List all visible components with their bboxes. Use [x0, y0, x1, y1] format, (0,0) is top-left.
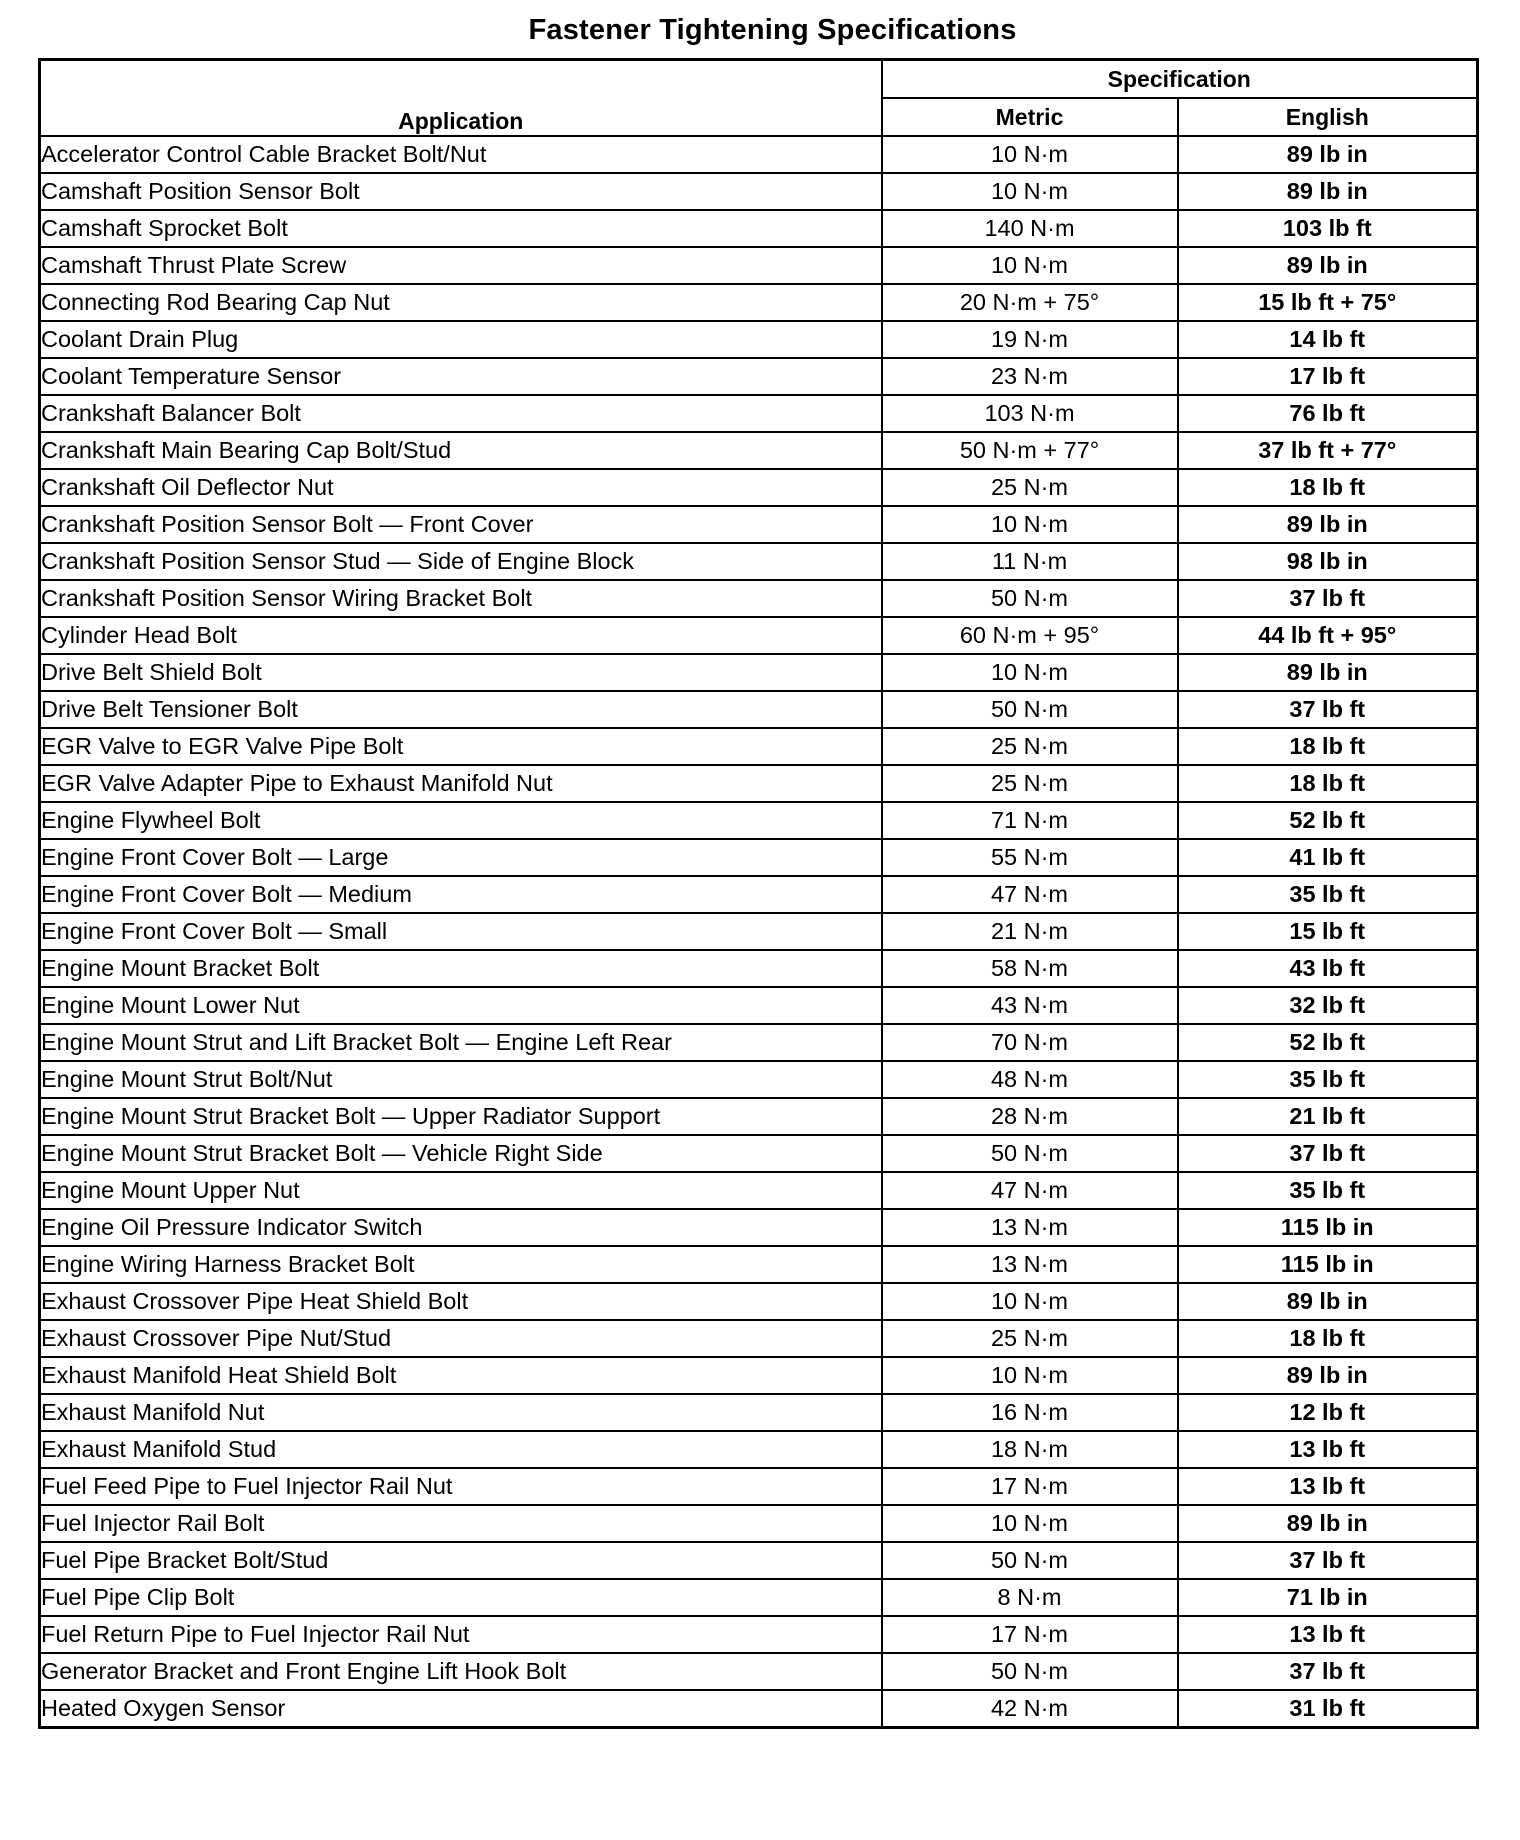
- metric-cell: 48 N·m: [882, 1061, 1178, 1098]
- english-cell: 41 lb ft: [1178, 839, 1478, 876]
- english-cell: 18 lb ft: [1178, 1320, 1478, 1357]
- application-header: Application: [40, 60, 882, 137]
- english-cell: 17 lb ft: [1178, 358, 1478, 395]
- table-row: [40, 1098, 1478, 1135]
- application-cell: Exhaust Manifold Stud: [40, 1431, 882, 1468]
- table-row: [40, 1061, 1478, 1098]
- table-row: [40, 543, 1478, 580]
- metric-cell: 19 N·m: [882, 321, 1178, 358]
- table-row: [40, 1172, 1478, 1209]
- application-cell: Fuel Return Pipe to Fuel Injector Rail Nut: [40, 1616, 882, 1653]
- page-title: Fastener Tightening Specifications: [528, 14, 1017, 46]
- metric-header: Metric: [882, 98, 1178, 136]
- metric-cell: 28 N·m: [882, 1098, 1178, 1135]
- metric-cell: 10 N·m: [882, 1283, 1178, 1320]
- application-cell: Connecting Rod Bearing Cap Nut: [40, 284, 882, 321]
- application-cell: Exhaust Manifold Heat Shield Bolt: [40, 1357, 882, 1394]
- application-cell: Fuel Injector Rail Bolt: [40, 1505, 882, 1542]
- metric-cell: 17 N·m: [882, 1468, 1178, 1505]
- metric-cell: 23 N·m: [882, 358, 1178, 395]
- english-cell: 76 lb ft: [1178, 395, 1478, 432]
- metric-cell: 60 N·m + 95°: [882, 617, 1178, 654]
- application-cell: Generator Bracket and Front Engine Lift Hook Bolt: [40, 1653, 882, 1690]
- application-cell: Exhaust Crossover Pipe Heat Shield Bolt: [40, 1283, 882, 1320]
- application-cell: Heated Oxygen Sensor: [40, 1690, 882, 1728]
- table-row: [40, 802, 1478, 839]
- metric-cell: 17 N·m: [882, 1616, 1178, 1653]
- table-row: [40, 173, 1478, 210]
- specification-header: Specification: [882, 60, 1478, 99]
- english-cell: 14 lb ft: [1178, 321, 1478, 358]
- english-cell: 37 lb ft: [1178, 1135, 1478, 1172]
- table-row: [40, 913, 1478, 950]
- metric-cell: 20 N·m + 75°: [882, 284, 1178, 321]
- english-cell: 37 lb ft: [1178, 1542, 1478, 1579]
- application-cell: Coolant Temperature Sensor: [40, 358, 882, 395]
- table-row: [40, 580, 1478, 617]
- english-cell: 13 lb ft: [1178, 1616, 1478, 1653]
- application-cell: Engine Front Cover Bolt — Medium: [40, 876, 882, 913]
- metric-cell: 47 N·m: [882, 876, 1178, 913]
- metric-cell: 25 N·m: [882, 765, 1178, 802]
- english-cell: 32 lb ft: [1178, 987, 1478, 1024]
- application-cell: Fuel Feed Pipe to Fuel Injector Rail Nut: [40, 1468, 882, 1505]
- table-row: [40, 247, 1478, 284]
- table-row: [40, 1468, 1478, 1505]
- english-cell: 43 lb ft: [1178, 950, 1478, 987]
- english-cell: 89 lb in: [1178, 1283, 1478, 1320]
- application-cell: Engine Flywheel Bolt: [40, 802, 882, 839]
- metric-cell: 50 N·m: [882, 1653, 1178, 1690]
- english-cell: 37 lb ft: [1178, 691, 1478, 728]
- table-row: [40, 1394, 1478, 1431]
- metric-cell: 8 N·m: [882, 1579, 1178, 1616]
- table-row: [40, 1616, 1478, 1653]
- application-cell: Exhaust Crossover Pipe Nut/Stud: [40, 1320, 882, 1357]
- application-cell: Crankshaft Main Bearing Cap Bolt/Stud: [40, 432, 882, 469]
- english-cell: 18 lb ft: [1178, 765, 1478, 802]
- table-row: [40, 1357, 1478, 1394]
- metric-cell: 16 N·m: [882, 1394, 1178, 1431]
- metric-cell: 13 N·m: [882, 1209, 1178, 1246]
- english-cell: 89 lb in: [1178, 1357, 1478, 1394]
- table-row: [40, 1283, 1478, 1320]
- application-cell: Crankshaft Position Sensor Wiring Bracket Bolt: [40, 580, 882, 617]
- english-cell: 37 lb ft: [1178, 1653, 1478, 1690]
- metric-cell: 18 N·m: [882, 1431, 1178, 1468]
- application-cell: Camshaft Sprocket Bolt: [40, 210, 882, 247]
- english-cell: 31 lb ft: [1178, 1690, 1478, 1728]
- application-cell: Cylinder Head Bolt: [40, 617, 882, 654]
- table-row: [40, 1653, 1478, 1690]
- table-row: [40, 617, 1478, 654]
- spec-table: [38, 58, 1479, 1729]
- table-row: [40, 839, 1478, 876]
- metric-cell: 50 N·m: [882, 580, 1178, 617]
- application-cell: Camshaft Position Sensor Bolt: [40, 173, 882, 210]
- application-cell: Exhaust Manifold Nut: [40, 1394, 882, 1431]
- english-cell: 21 lb ft: [1178, 1098, 1478, 1135]
- table-row: [40, 284, 1478, 321]
- english-cell: 115 lb in: [1178, 1246, 1478, 1283]
- metric-cell: 50 N·m: [882, 691, 1178, 728]
- metric-cell: 25 N·m: [882, 469, 1178, 506]
- metric-cell: 140 N·m: [882, 210, 1178, 247]
- table-row: [40, 321, 1478, 358]
- english-cell: 89 lb in: [1178, 506, 1478, 543]
- english-cell: 18 lb ft: [1178, 469, 1478, 506]
- application-cell: Fuel Pipe Clip Bolt: [40, 1579, 882, 1616]
- english-cell: 71 lb in: [1178, 1579, 1478, 1616]
- table-row: [40, 395, 1478, 432]
- metric-cell: 42 N·m: [882, 1690, 1178, 1728]
- metric-cell: 71 N·m: [882, 802, 1178, 839]
- table-row: [40, 1690, 1478, 1728]
- metric-cell: 55 N·m: [882, 839, 1178, 876]
- metric-cell: 10 N·m: [882, 173, 1178, 210]
- application-cell: EGR Valve Adapter Pipe to Exhaust Manifold Nut: [40, 765, 882, 802]
- application-cell: Camshaft Thrust Plate Screw: [40, 247, 882, 284]
- english-cell: 103 lb ft: [1178, 210, 1478, 247]
- table-row: [40, 987, 1478, 1024]
- metric-cell: 10 N·m: [882, 1357, 1178, 1394]
- english-cell: 35 lb ft: [1178, 1172, 1478, 1209]
- metric-cell: 50 N·m + 77°: [882, 432, 1178, 469]
- application-cell: Engine Mount Strut Bracket Bolt — Vehicle Right Side: [40, 1135, 882, 1172]
- table-body: [40, 136, 1478, 1728]
- table-row: [40, 432, 1478, 469]
- english-cell: 18 lb ft: [1178, 728, 1478, 765]
- table-row: [40, 728, 1478, 765]
- table-row: [40, 950, 1478, 987]
- table-row: [40, 358, 1478, 395]
- table-row: [40, 1542, 1478, 1579]
- table-row: [40, 1135, 1478, 1172]
- english-cell: 89 lb in: [1178, 173, 1478, 210]
- table-row: [40, 1505, 1478, 1542]
- english-cell: 44 lb ft + 95°: [1178, 617, 1478, 654]
- application-cell: Engine Front Cover Bolt — Large: [40, 839, 882, 876]
- english-cell: 115 lb in: [1178, 1209, 1478, 1246]
- metric-cell: 10 N·m: [882, 654, 1178, 691]
- table-row: [40, 654, 1478, 691]
- metric-cell: 50 N·m: [882, 1542, 1178, 1579]
- application-cell: Accelerator Control Cable Bracket Bolt/Nut: [40, 136, 882, 173]
- metric-cell: 10 N·m: [882, 506, 1178, 543]
- english-cell: 35 lb ft: [1178, 1061, 1478, 1098]
- metric-cell: 10 N·m: [882, 247, 1178, 284]
- metric-cell: 25 N·m: [882, 1320, 1178, 1357]
- english-cell: 15 lb ft + 75°: [1178, 284, 1478, 321]
- application-cell: Coolant Drain Plug: [40, 321, 882, 358]
- table-row: [40, 1320, 1478, 1357]
- english-header: English: [1178, 98, 1478, 136]
- english-cell: 89 lb in: [1178, 247, 1478, 284]
- table-row: [40, 136, 1478, 173]
- metric-cell: 11 N·m: [882, 543, 1178, 580]
- metric-cell: 21 N·m: [882, 913, 1178, 950]
- metric-cell: 58 N·m: [882, 950, 1178, 987]
- metric-cell: 47 N·m: [882, 1172, 1178, 1209]
- table-row: [40, 876, 1478, 913]
- english-cell: 35 lb ft: [1178, 876, 1478, 913]
- application-cell: Crankshaft Position Sensor Bolt — Front Cover: [40, 506, 882, 543]
- metric-cell: 103 N·m: [882, 395, 1178, 432]
- metric-cell: 10 N·m: [882, 136, 1178, 173]
- application-cell: Crankshaft Oil Deflector Nut: [40, 469, 882, 506]
- table-row: [40, 765, 1478, 802]
- table-row: [40, 210, 1478, 247]
- english-cell: 89 lb in: [1178, 136, 1478, 173]
- english-cell: 89 lb in: [1178, 1505, 1478, 1542]
- application-cell: Drive Belt Tensioner Bolt: [40, 691, 882, 728]
- application-cell: Drive Belt Shield Bolt: [40, 654, 882, 691]
- english-cell: 37 lb ft + 77°: [1178, 432, 1478, 469]
- english-cell: 98 lb in: [1178, 543, 1478, 580]
- application-cell: EGR Valve to EGR Valve Pipe Bolt: [40, 728, 882, 765]
- metric-cell: 13 N·m: [882, 1246, 1178, 1283]
- metric-cell: 50 N·m: [882, 1135, 1178, 1172]
- application-cell: Engine Oil Pressure Indicator Switch: [40, 1209, 882, 1246]
- english-cell: 13 lb ft: [1178, 1431, 1478, 1468]
- application-cell: Engine Mount Strut Bracket Bolt — Upper Radiator Support: [40, 1098, 882, 1135]
- table-row: [40, 691, 1478, 728]
- english-cell: 52 lb ft: [1178, 802, 1478, 839]
- english-cell: 15 lb ft: [1178, 913, 1478, 950]
- application-cell: Crankshaft Position Sensor Stud — Side of Engine Block: [40, 543, 882, 580]
- metric-cell: 70 N·m: [882, 1024, 1178, 1061]
- table-row: [40, 1246, 1478, 1283]
- application-cell: Engine Mount Strut and Lift Bracket Bolt — Engine Left Rear: [40, 1024, 882, 1061]
- application-cell: Engine Wiring Harness Bracket Bolt: [40, 1246, 882, 1283]
- table-row: [40, 1431, 1478, 1468]
- application-cell: Crankshaft Balancer Bolt: [40, 395, 882, 432]
- application-cell: Engine Mount Lower Nut: [40, 987, 882, 1024]
- application-cell: Engine Mount Bracket Bolt: [40, 950, 882, 987]
- table-row: [40, 1579, 1478, 1616]
- english-cell: 12 lb ft: [1178, 1394, 1478, 1431]
- metric-cell: 25 N·m: [882, 728, 1178, 765]
- table-row: [40, 1024, 1478, 1061]
- english-cell: 52 lb ft: [1178, 1024, 1478, 1061]
- table-row: [40, 469, 1478, 506]
- metric-cell: 43 N·m: [882, 987, 1178, 1024]
- english-cell: 37 lb ft: [1178, 580, 1478, 617]
- application-cell: Fuel Pipe Bracket Bolt/Stud: [40, 1542, 882, 1579]
- table-row: [40, 1209, 1478, 1246]
- application-cell: Engine Mount Strut Bolt/Nut: [40, 1061, 882, 1098]
- english-cell: 89 lb in: [1178, 654, 1478, 691]
- application-cell: Engine Mount Upper Nut: [40, 1172, 882, 1209]
- metric-cell: 10 N·m: [882, 1505, 1178, 1542]
- table-row: [40, 506, 1478, 543]
- english-cell: 13 lb ft: [1178, 1468, 1478, 1505]
- application-cell: Engine Front Cover Bolt — Small: [40, 913, 882, 950]
